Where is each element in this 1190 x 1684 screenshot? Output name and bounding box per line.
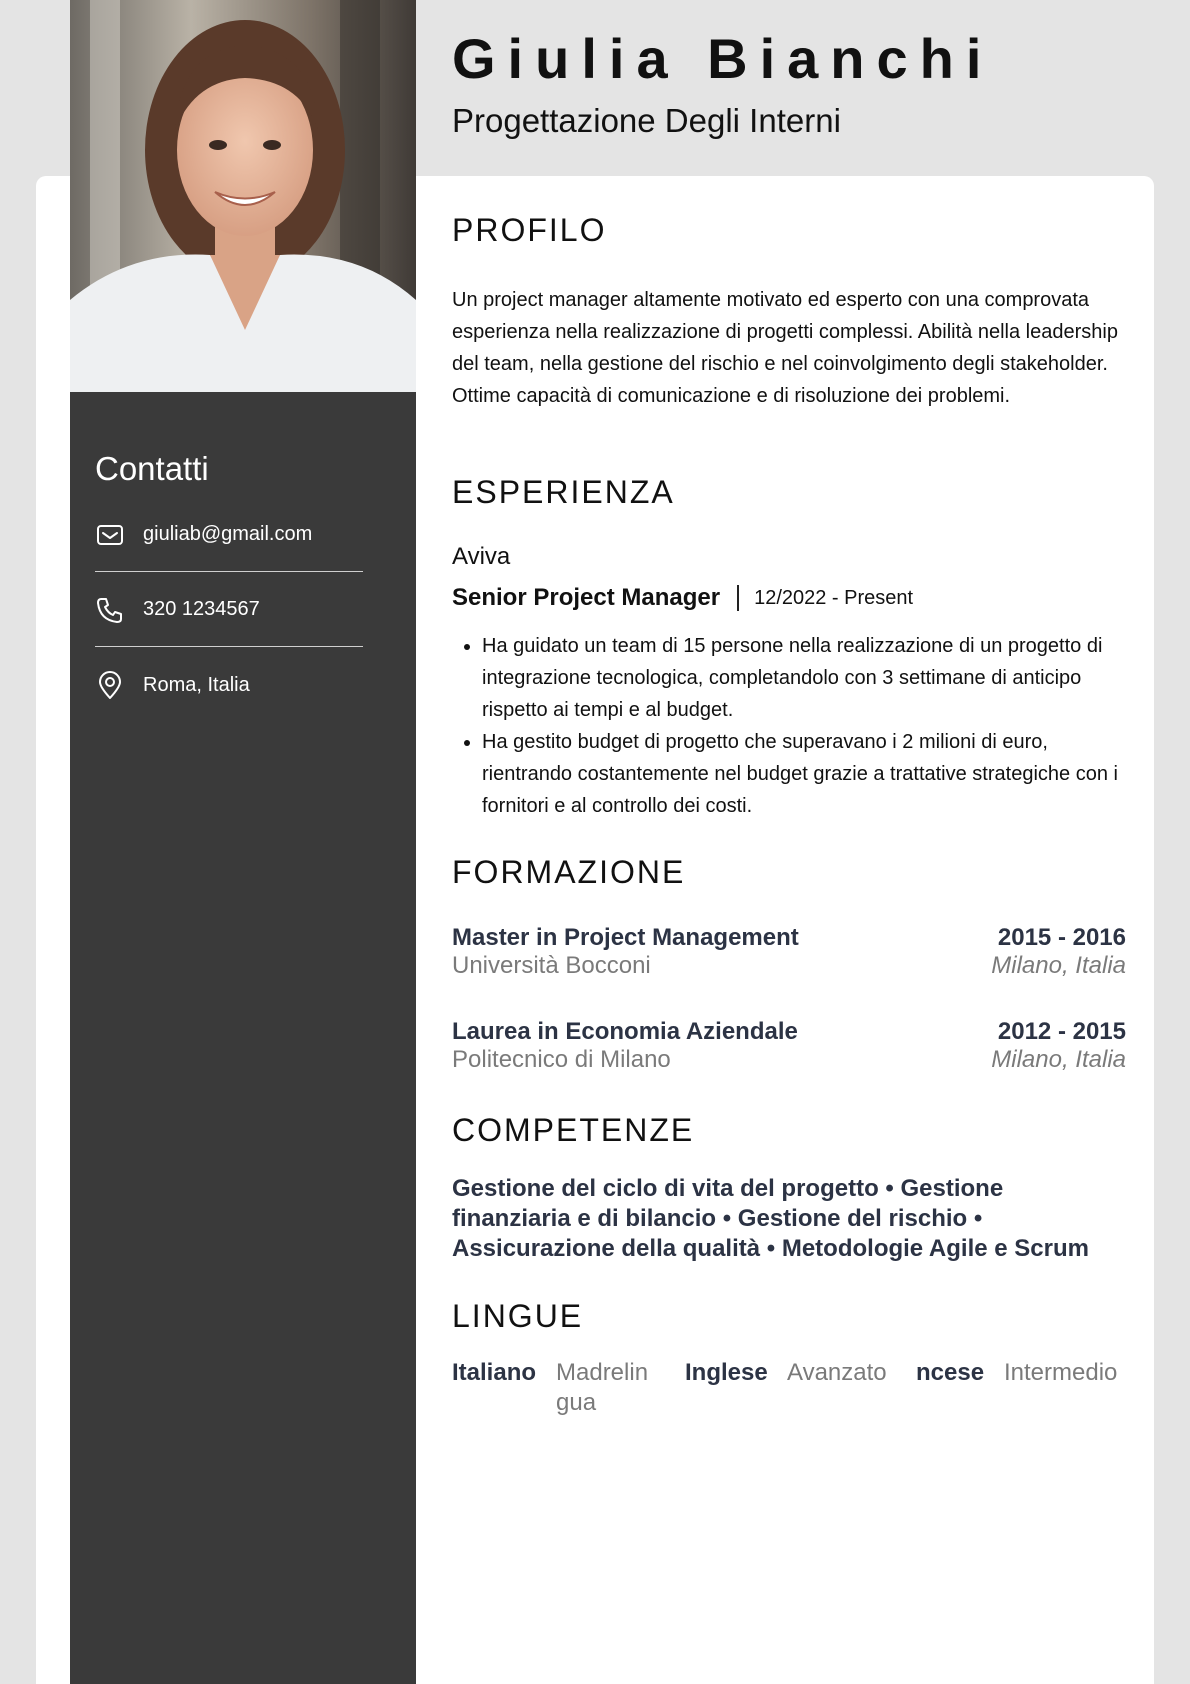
language-level: Avanzato bbox=[787, 1359, 887, 1386]
location-pin-icon bbox=[95, 670, 125, 700]
experience-bullet: • Ha gestito budget di progetto che superavano i 2 milioni di euro, rientrando costantemente nel budget grazie a trattative strategiche con i fornitori e al controllo dei costi. bbox=[482, 726, 1128, 822]
language-name: ncese bbox=[916, 1359, 985, 1386]
candidate-name: Giulia Bianchi bbox=[452, 27, 994, 90]
contact-email[interactable] bbox=[95, 498, 363, 572]
profile-photo bbox=[70, 0, 416, 392]
skills-text: Gestione del ciclo di vita del progetto • Gestione finanziaria e di bilancio • Gestione del rischio • Assicurazione della qualità • Metodologie Agile e Scrum bbox=[452, 1175, 1089, 1262]
skills-title: COMPETENZE bbox=[452, 1112, 695, 1148]
job-title: Senior Project Manager bbox=[452, 584, 721, 611]
education-item bbox=[452, 924, 1126, 980]
experience-bullets bbox=[482, 630, 1128, 822]
sidebar bbox=[70, 0, 416, 1684]
education-school: Politecnico di Milano bbox=[452, 1046, 671, 1073]
job-separator bbox=[737, 585, 739, 611]
experience-company: Aviva bbox=[452, 543, 511, 570]
education-title: FORMAZIONE bbox=[452, 854, 686, 890]
experience-title: ESPERIENZA bbox=[452, 474, 675, 510]
profile-title: PROFILO bbox=[452, 212, 607, 248]
education-item bbox=[452, 1018, 1126, 1074]
education-place: Milano, Italia bbox=[991, 952, 1126, 979]
experience-bullet: • Ha guidato un team di 15 persone nella realizzazione di un progetto di integrazione tecnologica, completandolo con 3 settimane di anticipo rispetto ai tempi e al budget. bbox=[482, 630, 1128, 726]
education-place: Milano, Italia bbox=[991, 1046, 1126, 1073]
education-years: 2012 - 2015 bbox=[997, 1018, 1126, 1045]
language-name: Inglese bbox=[685, 1359, 768, 1386]
candidate-role: Progettazione Degli Interni bbox=[452, 102, 841, 139]
languages-title: LINGUE bbox=[452, 1298, 584, 1334]
education-degree: Laurea in Economia Aziendale bbox=[452, 1018, 798, 1045]
contact-email-text: giuliab@gmail.com bbox=[143, 523, 313, 545]
job-dates: 12/2022 - Present bbox=[754, 586, 914, 609]
contact-phone[interactable] bbox=[95, 573, 363, 647]
mail-icon bbox=[95, 520, 125, 550]
language-level: Madrelin gua bbox=[556, 1359, 649, 1416]
education-degree: Master in Project Management bbox=[452, 924, 799, 951]
profile-photo-image bbox=[70, 0, 416, 392]
language-name: Italiano bbox=[452, 1359, 537, 1386]
education-school: Università Bocconi bbox=[452, 952, 651, 979]
education-years: 2015 - 2016 bbox=[997, 924, 1126, 951]
job-line bbox=[452, 584, 913, 612]
profile-text: Un project manager altamente motivato ed esperto con una comprovata esperienza nella realizzazione di progetti complessi. Abilità nella leadership del team, nella gestione del rischio e nel coinvolgimento degli stakeholder. Ottime capacità di comunicazione e di risoluzione dei problemi. bbox=[452, 289, 1118, 407]
contact-location[interactable] bbox=[95, 648, 363, 722]
contact-location-text: Roma, Italia bbox=[143, 673, 250, 696]
phone-icon bbox=[95, 595, 125, 625]
contacts-title: Contatti bbox=[95, 450, 209, 487]
language-level: Intermedio bbox=[1004, 1359, 1118, 1386]
contact-phone-text: 320 1234567 bbox=[143, 598, 260, 620]
